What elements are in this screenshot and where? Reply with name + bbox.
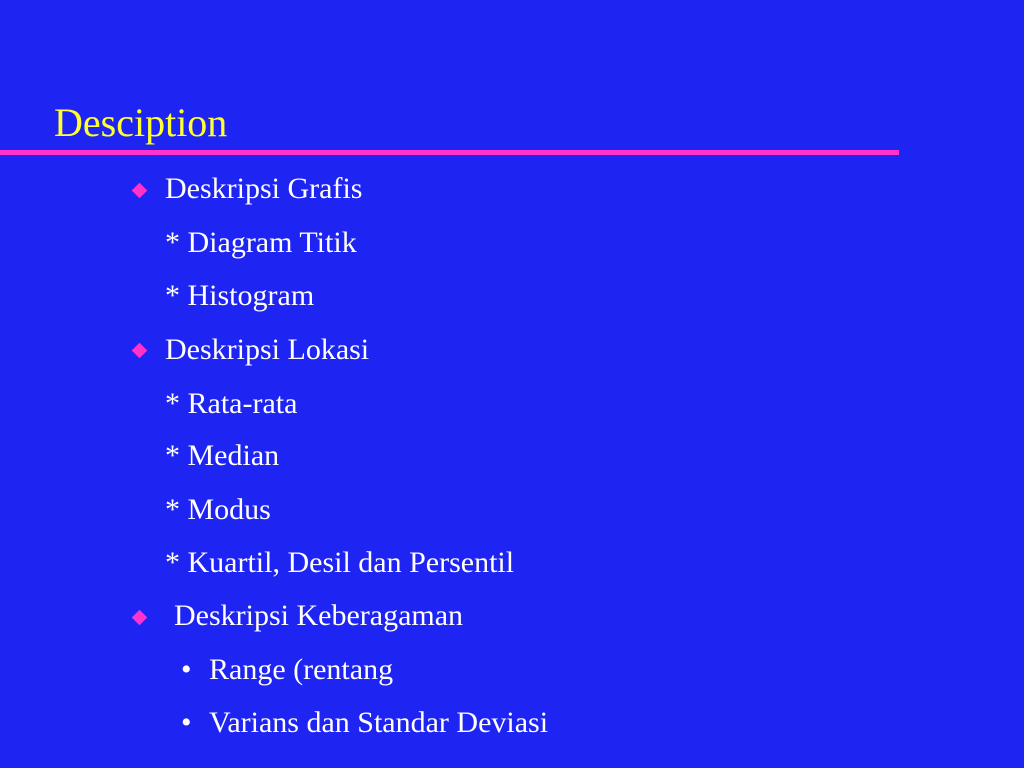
section-heading-grafis: Deskripsi Grafis (165, 172, 363, 205)
section-heading-keberagaman: Deskripsi Keberagaman (174, 599, 464, 632)
list-item: * Rata-rata (165, 387, 298, 420)
round-bullet-icon: • (181, 653, 192, 686)
list-item: * Histogram (165, 279, 315, 312)
list-item: Range (rentang (209, 653, 394, 686)
round-bullet-icon: • (181, 706, 192, 739)
list-item: * Kuartil, Desil dan Persentil (165, 546, 515, 579)
slide-title: Desciption (54, 100, 228, 145)
diamond-bullet-icon (132, 183, 148, 199)
diamond-bullet-icon (132, 343, 148, 359)
section-heading-lokasi: Deskripsi Lokasi (165, 333, 370, 366)
list-item: * Modus (165, 493, 271, 526)
list-item: * Diagram Titik (165, 226, 357, 259)
title-underline (0, 150, 899, 155)
list-item: Varians dan Standar Deviasi (209, 706, 549, 739)
list-item: * Median (165, 439, 280, 472)
diamond-bullet-icon (132, 610, 148, 626)
